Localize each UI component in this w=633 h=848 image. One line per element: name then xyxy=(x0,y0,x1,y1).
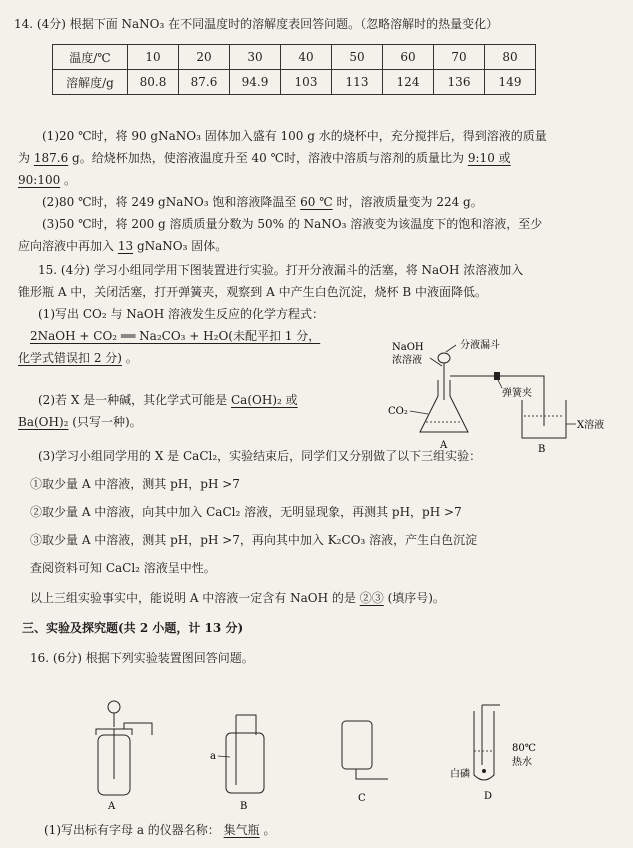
q15-experiment-3: ③取少量 A 中溶液，测其 pH，pH >7，再向其中加入 K₂CO₃ 溶液，产生白色沉淀 xyxy=(30,533,478,547)
q15-part2-line2 xyxy=(18,414,142,430)
label-x-solution: X溶液 xyxy=(577,420,605,431)
answer-grams: 13 xyxy=(117,239,134,253)
q16-apparatus-figure xyxy=(60,695,560,813)
label-pointer xyxy=(446,345,456,352)
answer-experiments: ②③ xyxy=(359,591,384,605)
apparatus-b xyxy=(226,715,264,793)
text: g。给烧杯加热，使溶液温度升至 40 ℃时，溶液中溶质与溶剂的质量比为 xyxy=(72,151,465,165)
answer-temperature: 60 ℃ xyxy=(300,195,333,209)
label-co2: CO₂ xyxy=(388,406,408,417)
table-cell: 103 xyxy=(281,70,332,95)
label-white-phosphorus: 白磷 xyxy=(450,769,470,780)
q15-conclusion xyxy=(30,590,445,606)
q14-title: 14. (4分) 根据下面 NaNO₃ 在不同温度时的溶解度表回答问题。（忽略溶解时的热量变化） xyxy=(14,17,499,31)
label-pointer xyxy=(410,411,428,414)
text: 以上三组实验事实中，能说明 A 中溶液一定含有 NaOH 的是 xyxy=(30,591,356,605)
answer-instrument-name: 集气瓶 xyxy=(223,823,260,837)
spring-clamp xyxy=(494,372,500,380)
solubility-table xyxy=(52,44,536,95)
q14-part3-answer-line xyxy=(18,238,227,254)
label-b: B xyxy=(240,801,248,812)
table-cell: 70 xyxy=(434,45,485,70)
q14-part1-answer-line xyxy=(18,150,511,166)
label-temperature: 80℃ xyxy=(512,743,536,754)
q15-part2 xyxy=(38,392,298,408)
q15-apparatus-figure xyxy=(384,330,616,460)
answer-base-alt: Ba(OH)₂ xyxy=(18,415,69,429)
q15-equation-answer: 2NaOH + CO₂ ══ Na₂CO₃ + H₂O(未配平扣 1 分， xyxy=(30,329,321,343)
table-cell: 30 xyxy=(230,45,281,70)
q14-part2 xyxy=(42,194,483,210)
text: (1)写出标有字母 a 的仪器名称： xyxy=(44,823,220,837)
q15-title-line2: 锥形瓶 A 中，关闭活塞，打开弹簧夹，观察到 A 中产生白色沉淀，烧杯 B 中液面降低。 xyxy=(18,285,488,299)
table-cell: 20 xyxy=(179,45,230,70)
table-cell: 124 xyxy=(383,70,434,95)
table-row xyxy=(53,45,536,70)
q14-part1-answer-line2 xyxy=(18,172,76,188)
table-cell: 40 xyxy=(281,45,332,70)
text: (只写一种)。 xyxy=(72,415,142,429)
answer-note: 化学式错误扣 2 分) xyxy=(18,351,122,365)
answer-base: Ca(OH)₂ 或 xyxy=(231,393,298,407)
label-c: C xyxy=(358,793,366,804)
table-row xyxy=(53,70,536,95)
label-instrument-a: a xyxy=(210,751,216,762)
text: (填序号)。 xyxy=(387,591,445,605)
label-pointer xyxy=(498,380,502,388)
text: 为 xyxy=(18,151,31,165)
label-d: D xyxy=(484,791,493,802)
label-clamp: 弹簧夹 xyxy=(502,388,532,399)
label-a: A xyxy=(440,440,448,451)
text: (2)若 X 是一种碱，其化学式可能是 xyxy=(38,393,228,407)
table-cell: 87.6 xyxy=(179,70,230,95)
apparatus-d xyxy=(474,705,500,780)
apparatus-a xyxy=(96,701,152,795)
table-cell: 60 xyxy=(383,45,434,70)
label-conc-solution: 浓溶液 xyxy=(392,355,422,366)
text: 应向溶液中再加入 xyxy=(18,239,115,253)
q15-title: 15. (4分) 学习小组同学用下图装置进行实验。打开分液漏斗的活塞，将 NaOH 浓溶液加入 xyxy=(38,263,524,277)
q16-part1 xyxy=(44,822,275,838)
label-b: B xyxy=(538,444,546,455)
apparatus-c xyxy=(342,721,388,779)
q15-part3: (3)学习小组同学用的 X 是 CaCl₂，实验结束后，同学们又分别做了以下三组实验： xyxy=(38,449,482,463)
q15-part1: (1)写出 CO₂ 与 NaOH 溶液发生反应的化学方程式： xyxy=(38,307,325,321)
table-cell: 80.8 xyxy=(128,70,179,95)
q16-title: 16. (6分) 根据下列实验装置图回答问题。 xyxy=(30,651,254,665)
q14-part1-text: (1)20 ℃时，将 90 gNaNO₃ 固体加入盛有 100 g 水的烧杯中，充分搅拌后，得到溶液的质量 xyxy=(42,129,547,143)
row-header-solubility: 溶解度/g xyxy=(53,70,128,95)
row-header-temperature: 温度/℃ xyxy=(53,45,128,70)
answer-ratio: 9:10 或 xyxy=(467,151,511,165)
table-cell: 113 xyxy=(332,70,383,95)
label-naoh: NaOH xyxy=(392,342,424,353)
text: (2)80 ℃时，将 249 gNaNO₃ 饱和溶液降温至 xyxy=(42,195,297,209)
q14-part3-text: (3)50 ℃时，将 200 g 溶质质量分数为 50% 的 NaNO₃ 溶液变为该温度下的饱和溶液，至少 xyxy=(42,217,543,231)
text: 时，溶液质量变为 224 g。 xyxy=(336,195,483,209)
table-cell: 50 xyxy=(332,45,383,70)
table-cell: 80 xyxy=(485,45,536,70)
table-cell: 94.9 xyxy=(230,70,281,95)
text: 。 xyxy=(64,173,77,187)
q15-experiment-2: ②取少量 A 中溶液，向其中加入 CaCl₂ 溶液，无明显现象，再测其 pH，pH >7 xyxy=(30,505,462,519)
table-cell: 149 xyxy=(485,70,536,95)
q15-note: 查阅资料可知 CaCl₂ 溶液呈中性。 xyxy=(30,561,216,575)
table-cell: 10 xyxy=(128,45,179,70)
section-heading: 三、实验及探究题(共 2 小题，计 13 分) xyxy=(22,621,244,635)
q15-experiment-1: ①取少量 A 中溶液，测其 pH，pH >7 xyxy=(30,477,240,491)
funnel-bulb xyxy=(438,353,450,363)
label-funnel: 分液漏斗 xyxy=(460,340,500,351)
text: gNaNO₃ 固体。 xyxy=(136,239,228,253)
answer-ratio-alt: 90:100 xyxy=(18,173,61,187)
label-hot-water: 热水 xyxy=(512,757,532,768)
text: 。 xyxy=(125,351,138,365)
q15-equation-answer-line2 xyxy=(18,350,138,366)
label-a: A xyxy=(108,801,116,812)
table-cell: 136 xyxy=(434,70,485,95)
answer-mass: 187.6 xyxy=(33,151,69,165)
text: 。 xyxy=(263,823,276,837)
delivery-tube xyxy=(450,376,544,426)
